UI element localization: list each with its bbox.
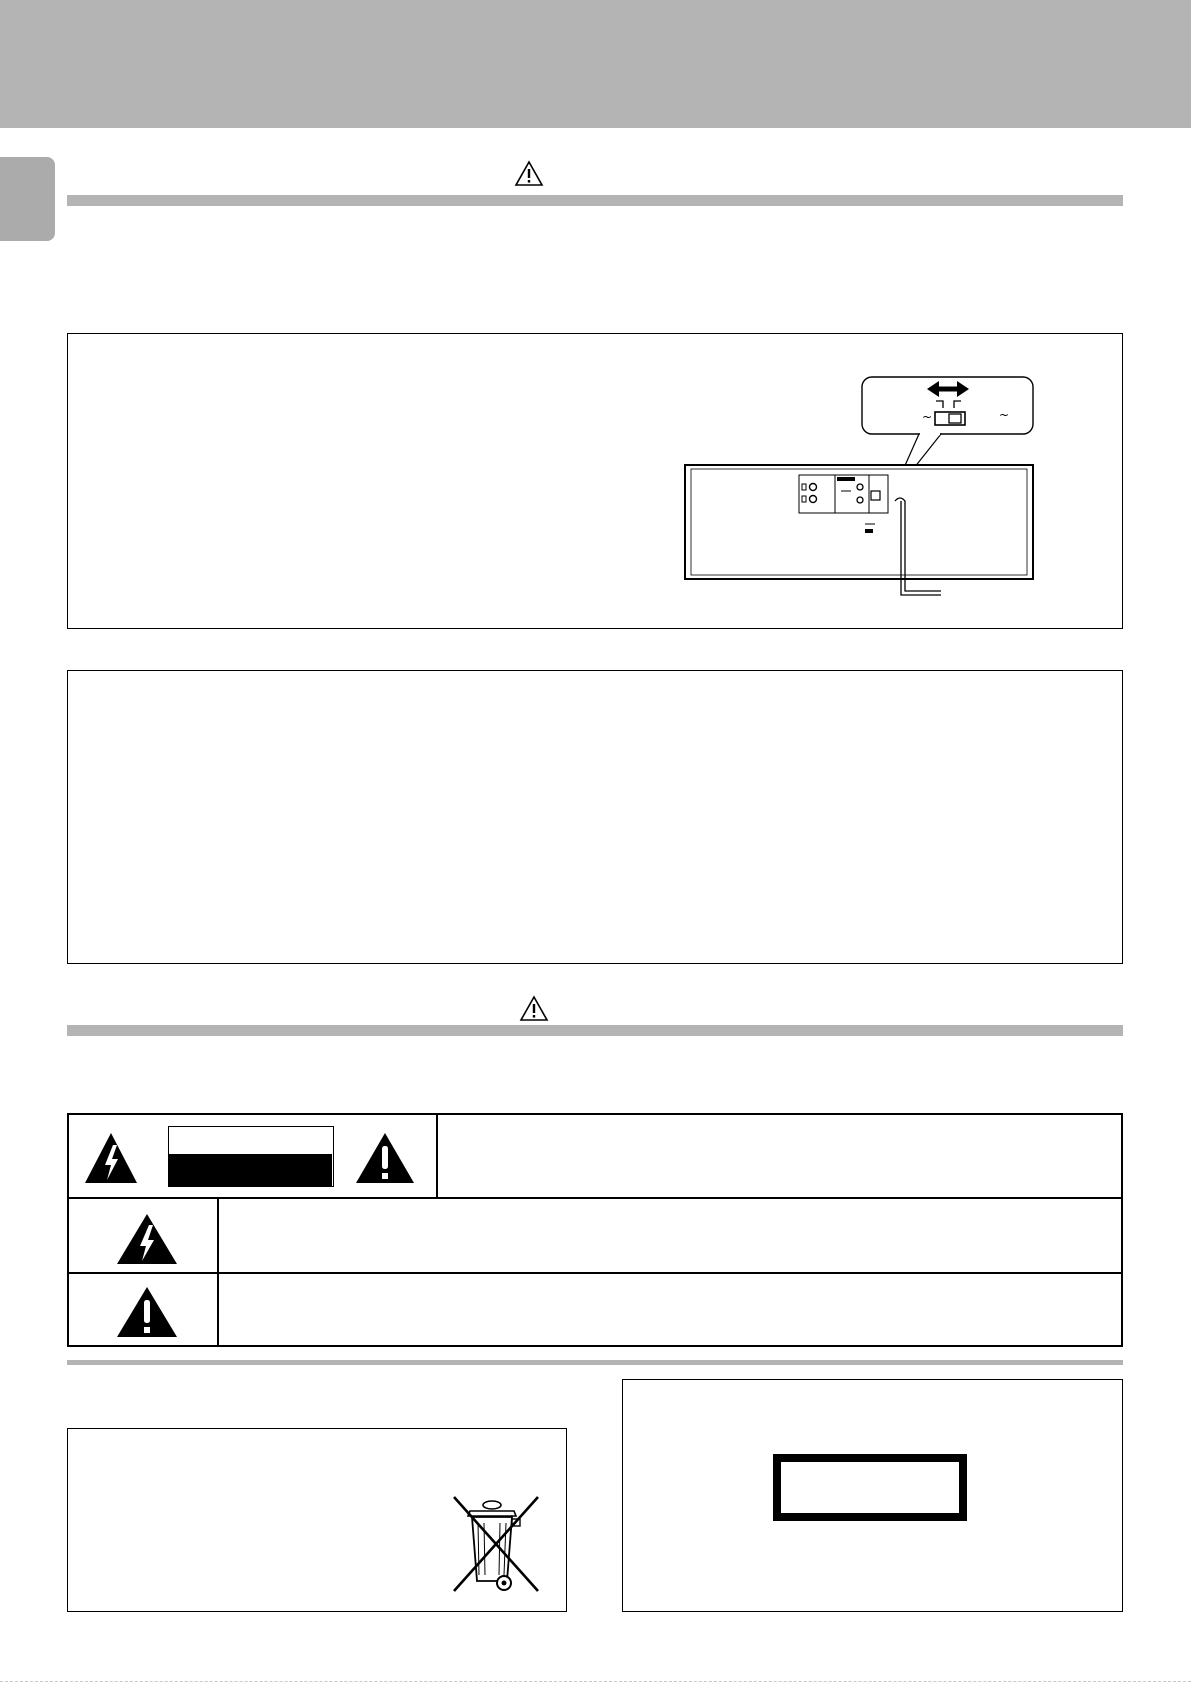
electric-shock-warning-icon: [115, 1212, 179, 1266]
svg-text:~: ~: [922, 410, 933, 424]
table-col-divider: [436, 1115, 438, 1197]
section-tab: [0, 157, 55, 241]
exclamation-warning-icon: [354, 1131, 416, 1185]
disposal-notice-box: [67, 1428, 567, 1612]
crossed-out-wheelie-bin-icon: [448, 1493, 548, 1597]
warning-triangle-icon: [519, 995, 549, 1022]
caution-label: [168, 1126, 334, 1187]
voltage-notice-box: [67, 333, 1123, 629]
laser-label-box: [622, 1379, 1123, 1612]
table-row-divider: [69, 1197, 1121, 1199]
caution-label-band: [169, 1154, 332, 1186]
laser-product-label: [773, 1454, 967, 1521]
electric-shock-warning-icon: [83, 1131, 139, 1185]
warning-triangle-icon: [514, 160, 544, 187]
safety-symbols-table: [67, 1113, 1123, 1347]
section-rule: [67, 1025, 1123, 1036]
footer-trace-line: [0, 1681, 1191, 1682]
section-rule: [67, 1360, 1123, 1365]
section-rule: [67, 195, 1123, 206]
table-row-divider: [69, 1272, 1121, 1274]
svg-text:~: ~: [999, 408, 1010, 422]
exclamation-warning-icon: [115, 1285, 179, 1339]
table-col-divider: [217, 1197, 219, 1345]
rear-panel-illustration: [683, 369, 1083, 599]
notice-box: [67, 670, 1123, 964]
header-band: [0, 0, 1191, 128]
